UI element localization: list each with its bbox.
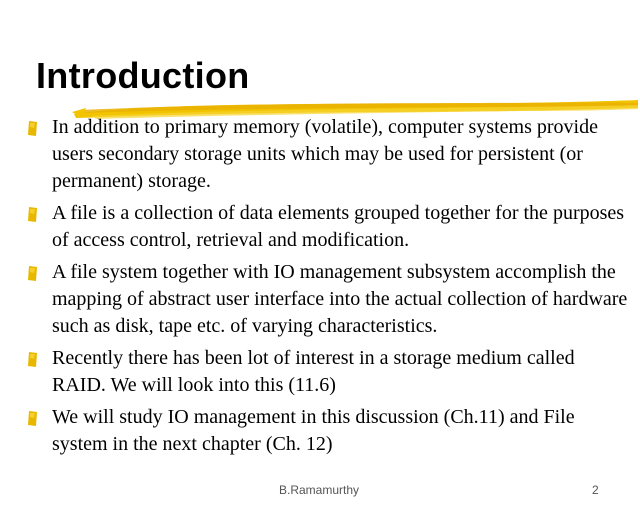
yellow-block-bullet-icon [28,121,37,136]
bullet-item [28,404,628,458]
yellow-block-bullet-icon [28,411,37,426]
yellow-block-bullet-icon [28,352,37,367]
footer-author: B.Ramamurthy [279,483,360,497]
bullet-item [28,114,628,195]
slide-title: Introduction [36,55,250,96]
bullet-item [28,259,628,340]
bullet-item [28,345,628,399]
bullet-text: Recently there has been lot of interest in a storage medium called RAID. We will look into this (11.6) [52,347,575,396]
page-number: 2 [592,483,599,497]
bullet-text: A file system together with IO management subsystem accomplish the mapping of abstract user interface into the actual collection of hardware such as disk, tape etc. of varying characteristics. [52,261,628,337]
bullet-text: A file is a collection of data elements grouped together for the purposes of access control, retrieval and modification. [52,202,625,251]
bullet-item [28,200,628,254]
yellow-block-bullet-icon [28,207,37,222]
yellow-block-bullet-icon [28,266,37,281]
bullet-list [28,114,628,463]
bullet-text: We will study IO management in this discussion (Ch.11) and File system in the next chapter (Ch. 12) [52,406,575,455]
bullet-text: In addition to primary memory (volatile), computer systems provide users secondary storage units which may be used for persistent (or permanent) storage. [52,116,598,192]
